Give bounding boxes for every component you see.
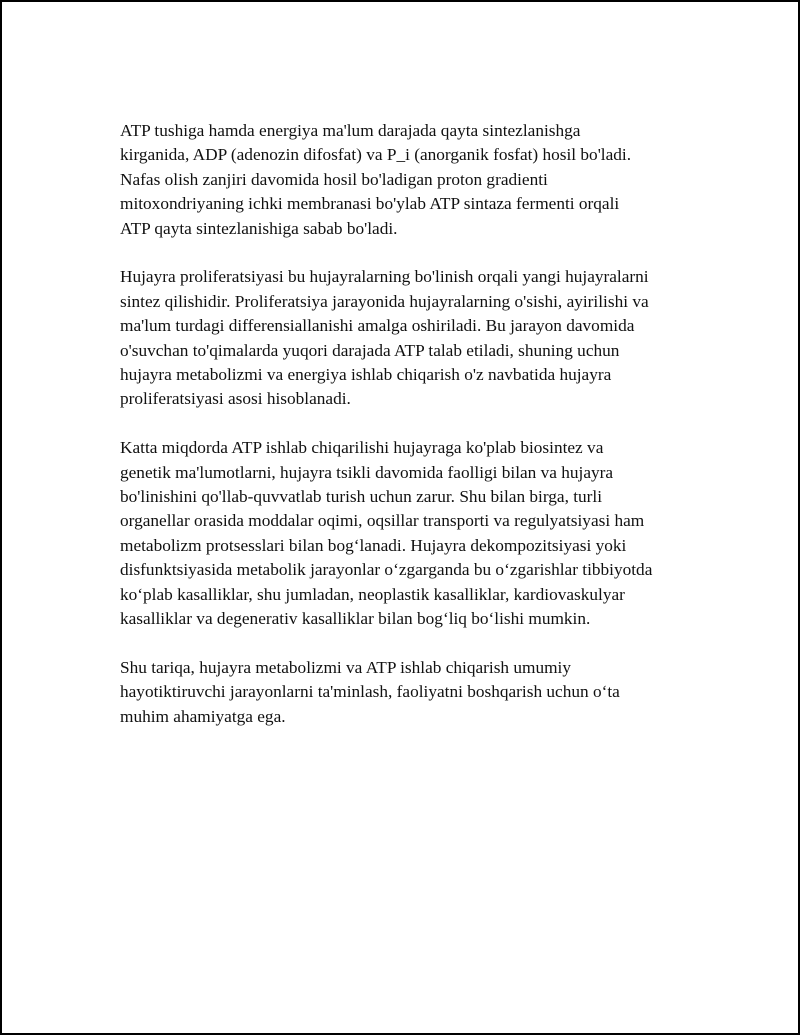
paragraph-atp-production xyxy=(120,436,700,631)
text-line: genetik ma'lumotlarni, hujayra tsikli davomida faolligi bilan va hujayra xyxy=(120,462,614,482)
text-line: Nafas olish zanjiri davomida hosil bo'ladigan proton gradienti xyxy=(120,169,548,189)
text-line: ma'lum turdagi differensiallanishi amalga oshiriladi. Bu jarayon davomida xyxy=(120,316,635,336)
text-line: ATP qayta sintezlanishiga sabab bo'ladi. xyxy=(120,218,398,238)
document-body xyxy=(120,119,700,754)
text-line: sintez qilishidir. Proliferatsiya jarayonida hujayralarning o'sishi, ayirilishi va xyxy=(120,291,649,311)
paragraph-conclusion xyxy=(120,656,700,729)
text-line: kasalliklar va degenerativ kasalliklar bilan bog‘liq bo‘lishi mumkin. xyxy=(120,609,591,629)
text-line: proliferatsiyasi asosi hisoblanadi. xyxy=(120,389,351,409)
text-line: ko‘plab kasalliklar, shu jumladan, neoplastik kasalliklar, kardiovaskulyar xyxy=(120,584,625,604)
text-line: Hujayra proliferatsiyasi bu hujayralarning bo'linish orqali yangi hujayralarni xyxy=(120,267,649,287)
text-line: muhim ahamiyatga ega. xyxy=(120,706,286,726)
text-line: disfunktsiyasida metabolik jarayonlar o‘zgarganda bu o‘zgarishlar tibbiyotda xyxy=(120,560,653,580)
text-line: hujayra metabolizmi va energiya ishlab chiqarish o'z navbatida hujayra xyxy=(120,365,612,385)
paragraph-cell-proliferation xyxy=(120,265,700,411)
text-line: ATP tushiga hamda energiya ma'lum darajada qayta sintezlanishga xyxy=(120,121,581,140)
text-line: Katta miqdorda ATP ishlab chiqarilishi hujayraga ko'plab biosintez va xyxy=(120,438,604,458)
text-line: kirganida, ADP (adenozin difosfat) va P_i (anorganik fosfat) hosil bo'ladi. xyxy=(120,145,632,165)
paragraph-atp-synthesis xyxy=(120,119,700,241)
text-line: hayotiktiruvchi jarayonlarni ta'minlash, faoliyatni boshqarish uchun o‘ta xyxy=(120,682,620,702)
text-line: organellar orasida moddalar oqimi, oqsillar transporti va regulyatsiyasi ham xyxy=(120,511,645,531)
text-line: o'suvchan to'qimalarda yuqori darajada ATP talab etiladi, shuning uchun xyxy=(120,340,620,360)
text-line: metabolizm protsesslari bilan bog‘lanadi. Hujayra dekompozitsiyasi yoki xyxy=(120,535,627,555)
text-line: bo'linishini qo'llab-quvvatlab turish uchun zarur. Shu bilan birga, turli xyxy=(120,487,603,507)
text-line: mitoxondriyaning ichki membranasi bo'ylab ATP sintaza fermenti orqali xyxy=(120,194,620,214)
text-line: Shu tariqa, hujayra metabolizmi va ATP ishlab chiqarish umumiy xyxy=(120,657,571,677)
